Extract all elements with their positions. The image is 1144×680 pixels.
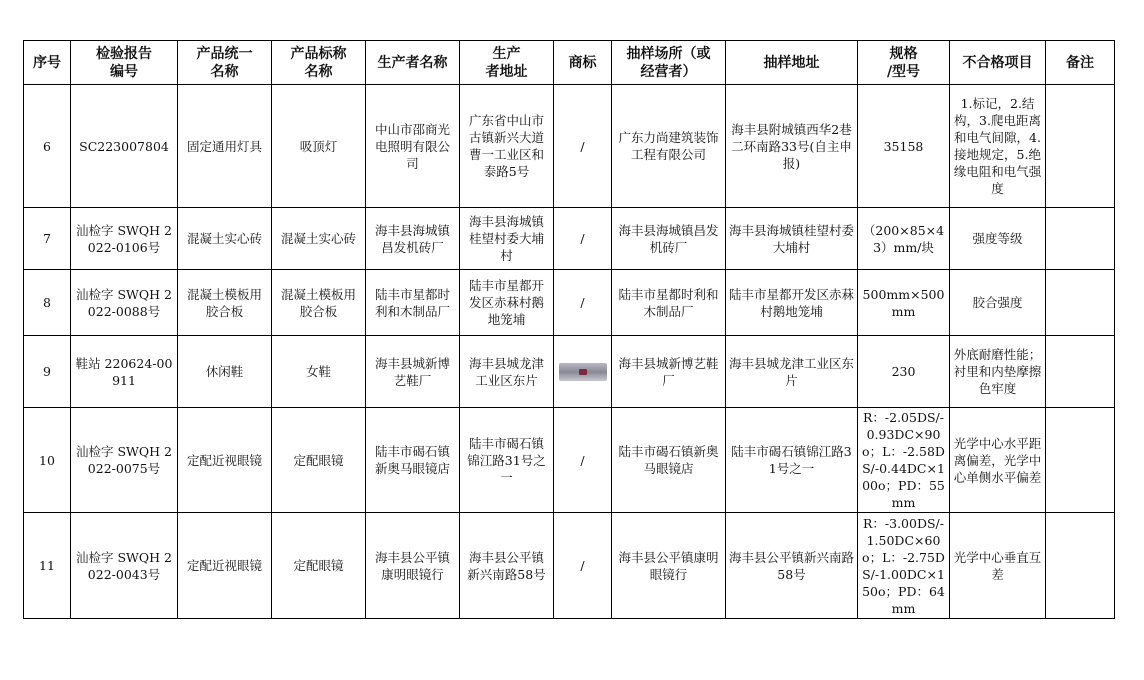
table-row <box>24 336 1115 408</box>
header-sampling-site: 抽样场所（或 经营者） <box>612 41 726 85</box>
header-producer-name: 生产者名称 <box>366 41 460 85</box>
table-header-row <box>24 41 1115 85</box>
cell-producer-address: 陆丰市星都开发区赤菻村鹅地笼埔 <box>460 270 554 336</box>
cell-sampling-address: 海丰县附城镇西华2巷二环南路33号(自主申报) <box>726 85 858 208</box>
cell-brand <box>554 336 612 408</box>
cell-spec-model: 500mm×500mm <box>858 270 950 336</box>
cell-failed-items: 光学中心垂直互差 <box>950 513 1046 619</box>
cell-report-no: 汕检字 SWQH 2022-0088号 <box>71 270 178 336</box>
cell-producer-name: 陆丰市星都时利和木制品厂 <box>366 270 460 336</box>
cell-spec-model: 35158 <box>858 85 950 208</box>
cell-sampling-address: 海丰县公平镇新兴南路58号 <box>726 513 858 619</box>
cell-producer-name: 海丰县公平镇康明眼镜行 <box>366 513 460 619</box>
header-producer-address: 生产 者地址 <box>460 41 554 85</box>
header-sampling-address: 抽样地址 <box>726 41 858 85</box>
header-spec-model: 规格 /型号 <box>858 41 950 85</box>
cell-report-no: 汕检字 SWQH 2022-0106号 <box>71 208 178 270</box>
cell-brand: / <box>554 408 612 513</box>
cell-report-no: 鞋站 220624-00911 <box>71 336 178 408</box>
cell-sampling-address: 海丰县城龙津工业区东片 <box>726 336 858 408</box>
cell-unified-name: 休闲鞋 <box>178 336 272 408</box>
cell-failed-items: 外底耐磨性能；衬里和内垫摩擦色牢度 <box>950 336 1046 408</box>
table-row <box>24 85 1115 208</box>
cell-serial-no: 11 <box>24 513 71 619</box>
cell-remark <box>1046 208 1115 270</box>
cell-unified-name: 混凝土模板用胶合板 <box>178 270 272 336</box>
inspection-results-table <box>23 40 1115 619</box>
cell-serial-no: 7 <box>24 208 71 270</box>
cell-sampling-address: 陆丰市星都开发区赤菻村鹅地笼埔 <box>726 270 858 336</box>
cell-remark <box>1046 270 1115 336</box>
cell-failed-items: 光学中心水平距离偏差，光学中心单侧水平偏差 <box>950 408 1046 513</box>
cell-serial-no: 6 <box>24 85 71 208</box>
cell-unified-name: 固定通用灯具 <box>178 85 272 208</box>
header-remark: 备注 <box>1046 41 1115 85</box>
cell-remark <box>1046 408 1115 513</box>
cell-sampling-site: 海丰县城新博艺鞋厂 <box>612 336 726 408</box>
cell-serial-no: 8 <box>24 270 71 336</box>
cell-failed-items: 强度等级 <box>950 208 1046 270</box>
cell-sampling-address: 海丰县海城镇桂望村委大埔村 <box>726 208 858 270</box>
cell-producer-name: 海丰县城新博艺鞋厂 <box>366 336 460 408</box>
cell-brand: / <box>554 85 612 208</box>
cell-report-no: SC223007804 <box>71 85 178 208</box>
cell-producer-address: 陆丰市碣石镇锦江路31号之一 <box>460 408 554 513</box>
cell-nominal-name: 混凝土实心砖 <box>272 208 366 270</box>
cell-remark <box>1046 513 1115 619</box>
cell-sampling-site: 陆丰市星都时利和木制品厂 <box>612 270 726 336</box>
cell-serial-no: 10 <box>24 408 71 513</box>
cell-nominal-name: 定配眼镜 <box>272 408 366 513</box>
table-row <box>24 208 1115 270</box>
cell-serial-no: 9 <box>24 336 71 408</box>
table-row <box>24 513 1115 619</box>
brand-logo-image <box>559 363 607 381</box>
cell-unified-name: 混凝土实心砖 <box>178 208 272 270</box>
cell-spec-model: R：-2.05DS/-0.93DC×90o；L：-2.58DS/-0.44DC×100o；PD：55mm <box>858 408 950 513</box>
cell-sampling-address: 陆丰市碣石镇锦江路31号之一 <box>726 408 858 513</box>
cell-spec-model: （200×85×43）mm/块 <box>858 208 950 270</box>
cell-producer-address: 海丰县公平镇新兴南路58号 <box>460 513 554 619</box>
cell-nominal-name: 定配眼镜 <box>272 513 366 619</box>
header-failed-items: 不合格项目 <box>950 41 1046 85</box>
header-serial-no: 序号 <box>24 41 71 85</box>
cell-unified-name: 定配近视眼镜 <box>178 513 272 619</box>
cell-sampling-site: 广东力尚建筑装饰工程有限公司 <box>612 85 726 208</box>
cell-producer-address: 广东省中山市古镇新兴大道曹一工业区和泰路5号 <box>460 85 554 208</box>
table-row <box>24 408 1115 513</box>
cell-failed-items: 1.标记，2.结构，3.爬电距离和电气间隙，4.接地规定，5.绝缘电阻和电气强度 <box>950 85 1046 208</box>
cell-nominal-name: 吸顶灯 <box>272 85 366 208</box>
cell-failed-items: 胶合强度 <box>950 270 1046 336</box>
cell-nominal-name: 女鞋 <box>272 336 366 408</box>
table-row <box>24 270 1115 336</box>
header-nominal-name: 产品标称 名称 <box>272 41 366 85</box>
cell-producer-name: 陆丰市碣石镇新奥马眼镜店 <box>366 408 460 513</box>
cell-brand: / <box>554 208 612 270</box>
cell-report-no: 汕检字 SWQH 2022-0043号 <box>71 513 178 619</box>
cell-remark <box>1046 336 1115 408</box>
cell-producer-address: 海丰县城龙津工业区东片 <box>460 336 554 408</box>
cell-nominal-name: 混凝土模板用胶合板 <box>272 270 366 336</box>
cell-producer-name: 海丰县海城镇昌发机砖厂 <box>366 208 460 270</box>
cell-producer-name: 中山市邵商光电照明有限公司 <box>366 85 460 208</box>
cell-remark <box>1046 85 1115 208</box>
cell-sampling-site: 陆丰市碣石镇新奥马眼镜店 <box>612 408 726 513</box>
cell-unified-name: 定配近视眼镜 <box>178 408 272 513</box>
cell-sampling-site: 海丰县海城镇昌发机砖厂 <box>612 208 726 270</box>
cell-report-no: 汕检字 SWQH 2022-0075号 <box>71 408 178 513</box>
header-report-no: 检验报告 编号 <box>71 41 178 85</box>
cell-producer-address: 海丰县海城镇桂望村委大埔村 <box>460 208 554 270</box>
cell-spec-model: 230 <box>858 336 950 408</box>
cell-spec-model: R：-3.00DS/-1.50DC×60o；L：-2.75DS/-1.00DC×150o；PD：64mm <box>858 513 950 619</box>
cell-brand: / <box>554 513 612 619</box>
header-brand: 商标 <box>554 41 612 85</box>
cell-sampling-site: 海丰县公平镇康明眼镜行 <box>612 513 726 619</box>
cell-brand: / <box>554 270 612 336</box>
header-unified-name: 产品统一 名称 <box>178 41 272 85</box>
